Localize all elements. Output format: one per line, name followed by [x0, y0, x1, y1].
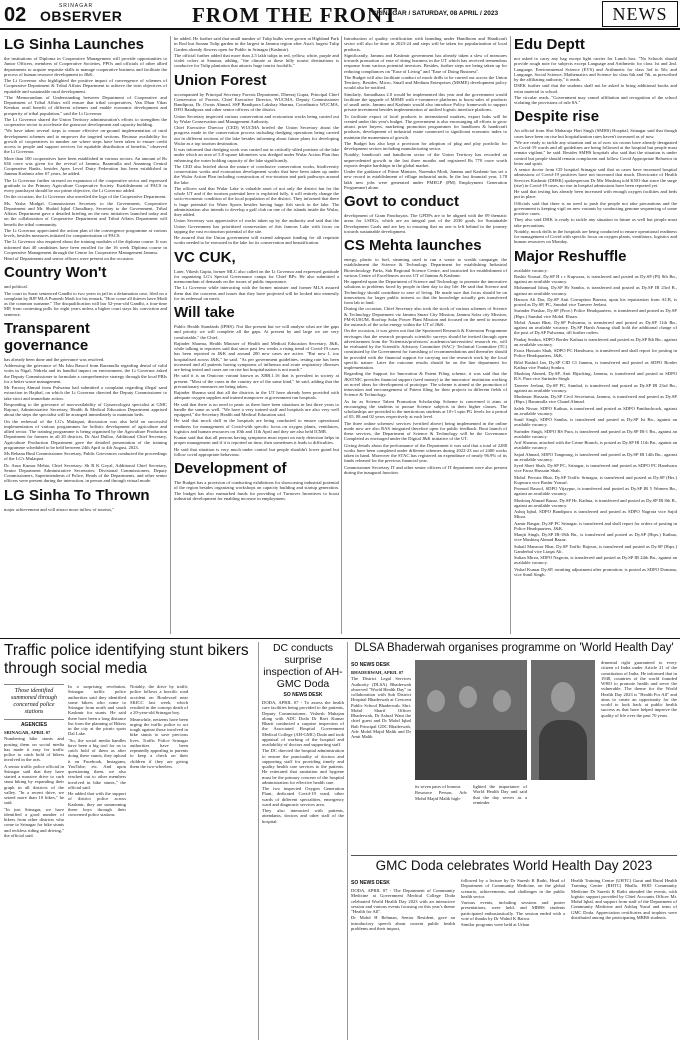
desk-label: SO NEWS DESK: [351, 662, 390, 668]
body-paragraph: More than 100 cooperatives have been established in various sectors. An amount of Rs 636 crore was given for the revival of Jammu, Baramulla and Anantnag Central Cooperative Banks, besides Apex Level Dairy Federation has been established in Jammu Kashmir after 67 years, he added.: [4, 155, 167, 177]
headline-lg-sinha-to-thrown: LG Sinha To Thrown: [4, 486, 150, 504]
body-paragraph: The court in Surat sentenced Gandhi to two years in jail in a defamation case, filed on a complaint by BJP MLA Purnesh Modi for his remark, "How come all thieves have Modi as the common surname." The disqualification will bar 52-year-old Gandhi, a four-time MP, from contesting polls for eight years unless a higher court stays his conviction and sentence.: [4, 290, 167, 317]
body-paragraph: He assured that the Union government will extend adequate funding for all requisite works needed to be executed in the lake for its conservation and beautification.: [174, 235, 339, 246]
body-paragraph: Surinder Prashar, Dy.SP (Prov.) Police Headquarters, is transferred and posted as Dy.SP (Hqrs.) Sumbal vice Mohd. Ehsan.: [514, 308, 677, 319]
newspaper-logo: [40, 3, 123, 25]
story-dlsa-bhaderwah: [351, 642, 677, 852]
body-paragraph: Manjit Singh, Dy.SP IR-18th Bn., is transferred and posted as Dy.SP (Hqrs.) Kathua, vice Mushtaq Ahmad Bazaz.: [514, 532, 677, 543]
traffic-left-column: [4, 684, 64, 839]
body-paragraph: lighted the importance of World Health Day and said that the day serves as a reminder: [473, 784, 527, 805]
body-paragraph: Mohd. Aasan Bhat, Dy.SP Pulwama, is transferred and posted as Dy.SP 11th Bn., against an available vacancy. Dy.SP Harsh Anurag shall hold the additional charge of the post of Dy.SP Pulwama, till further orders.: [514, 319, 677, 336]
body-paragraph: Faroz Hussain Shah, SDPO PC Handwara, is transferred and shall report for posting in Police Headquarters, J&K.: [514, 348, 677, 359]
body-paragraph: Public Health Standards (IPHS). Not like present but we will analyse what are the gaps and priority we will complete all the gaps. At present by and large we are very comfortable," the Chief.: [174, 324, 339, 340]
desk-label: SO NEWS DESK: [351, 880, 390, 886]
body-paragraph: To facilitate export of local products to international markets, export hubs will be created under this year's budget. The government is also encouraging all efforts to grow attract prize buyers, marketing promotion programmes for handloom & handicraft products, development of industrial estate connected to significant economic index to maintain the momentum of growth.: [344, 113, 507, 140]
body-paragraph: development of Gram Panchayats. The GPDPs are to be aligned with the 09 thematic areas for LSDGs, which are an integral part of the 2030 goals for Sustainable Development Goals and are key to ensuring that no one is left behind in the journey towards sustainable development.: [344, 213, 507, 234]
body-paragraph: Sunil Singh, SDPO Samba, is transferred and posted as Dy.SP Ist Bn., against an available vacancy.: [514, 417, 677, 428]
body-paragraph: Notably, handicraft and handloom sector of the Union Territory has recorded an unprecedented growth in the last three months and registered Rs 770 crore worth exports despite hardships in the global market.: [344, 152, 507, 168]
body-paragraph: Mohammad Ishaq, Dy.SP Hr Samba, is transferred and posted as Dy.SP IR 23rd B., against an available vacancy.: [514, 285, 677, 296]
body-paragraph: Rajinder Sharma said that all the districts in the UT have already been provided with adequate oxygen supplies and trained manpower at government run hospitals.: [174, 390, 339, 401]
body-paragraph: Syed Sheri Shah, Dy.SP PC, Srinagar, is transferred and posted as SDPO PC Handwara vice Faroz Hussain Shah.: [514, 463, 677, 474]
body-paragraph: During the occasion, Chief Secretary also took the stock of various schemes of Science & Technology Department viz Jammu Smart City Mission, Jammu Solar city Mission, PM-KUSUM, Rooftop Solar Power Plant Mission and focused on the need to increase the outreach of the solar energy within the UT of J&K.: [344, 306, 507, 327]
section-title: FROM THE FRONT: [192, 3, 399, 27]
headline-major-reshuffle: Major Reshuffle: [514, 247, 627, 265]
dlsa-sub-col-a: [415, 784, 467, 802]
body-paragraph: The three online schemes/ services (verified above) being implemented in the online mode now are also RAS integrated therefore open for public feedback. Bout launch of these services, the Department of Science & Technology will be the Governance Completed as envisaged under the Digital J&K initiative of the UT.: [344, 420, 507, 442]
body-paragraph: Mudassar Hussain, Dy.SP Civil Secretariat, Jammu, is transferred and posted as Dy.SP (Hqrs.) Baramulla vice Chand Ahmad.: [514, 394, 677, 405]
byline-agency: AGENCIES: [20, 722, 48, 728]
headline-lg-sinha-launches: LG Sinha Launches: [4, 36, 145, 53]
body-paragraph: Promod Rasool, SDPO Vijaypur, is transferred and posted as Dy.SP IR 5 Women Bn., against an available vacancy.: [514, 486, 677, 497]
body-paragraph: has already been done and the grievance was resolved.: [4, 356, 105, 362]
headline-dlsa: DLSA Bhaderwah organises programme on 'World Health Day': [354, 642, 674, 654]
news-label: NEWS: [602, 1, 678, 27]
body-paragraph: "So, the social media handles have been a big tool for us to catch hold of them as after doing these stunts, they upload it on Facebook, Instagram, YouTube, etc. And upon questioning them, we also reached out to other members involved in bike stunts," the official said.: [68, 737, 126, 790]
body-paragraph: He said that testing has already been increased with enough oxygen facilities and beds put in place.: [514, 189, 677, 200]
dlsa-event-photo: [415, 660, 527, 780]
masthead: [0, 0, 680, 30]
dlsa-photo-block: [415, 660, 527, 852]
body-paragraph: Ms. Yasha Mudgal, Commissioner Secretary to the Government, Cooperative Department and Mr. Shahid Iqbal Choudhary, Secretary to the Government, Tribal Affairs Department gave a detailed briefing on the new initiatives launched today and on the collaboration of Cooperative Department and Tribal Affairs Department will benefit the tribal community.: [4, 200, 167, 227]
dateline: SRINAGAR / SATURDAY, 08 APRIL / 2023: [372, 10, 499, 17]
body-paragraph: The Lt Governor also highlighted the positive impact of convergence of schemes of Cooperative Department & Tribal Affairs Department to achieve the twin objectives of equitable and sustainable rural development.: [4, 78, 167, 94]
body-paragraph: Union Secretary was appreciative of works taken up by the authority and said that the Union Government has prioritized conservation of this famous Lake with focus on tapping the vast ecotourism potential of the site.: [174, 218, 339, 234]
body-paragraph: The CED also briefed about the nature of conclusive conservation works, biodiversity conservation works and ecotourism development works that have been taken up under the Wular Action Plan including construction of eco-tourism and park pathways around the lake.: [174, 163, 339, 185]
headline-country-wont: Country Won't: [4, 264, 107, 282]
body-paragraph: dimental right guaranteed to every citizen of India under Article 21 of the constitution of India. He informed that in 1948, countries of the world founded WHO to promote health and serve the vulnerable. The theme for the World Health Day 2023 is "Health For All" and aims to create an opportunity for the world to look back at public health success as that have helped improve the quality of life over the past 70 years.: [601, 660, 677, 718]
brand-name: OBSERVER: [40, 8, 123, 24]
body-paragraph: Haroon Ali Dar, Dy.SP Anti Corruption Bureau, upon his repatriation from ACB, is posted as Dy.SP, PC, Sumbal vice Tanveer Jeelani.: [514, 296, 677, 307]
body-paragraph: A senior traffic police official in Srinagar said that they have started a massive drive to curb stunt biking by expanding their graph in all districts of the valley. "In a recent drive, we seized more than 10 bikes," he said.: [4, 763, 64, 806]
headline-will-take: Will take: [174, 304, 235, 321]
body-paragraph: The Lt Governor appreciated the action plan of the convergence programme at various levels, besides measures initiated for computerisation of PACS.: [4, 227, 167, 238]
desk-label: SO NEWS DESK: [283, 692, 323, 698]
headline-cs-mehta-launches: CS Mehta launches: [344, 237, 482, 254]
headline-traffic-police: Traffic police identifying stunt bikers through social media: [4, 642, 249, 677]
headline-union-forest: Union Forest: [174, 71, 267, 89]
gmc-col-3: [571, 878, 677, 921]
headline-development-of: Development of: [174, 460, 287, 477]
body-paragraph: The Budget has also kept a provision for adoption of plug and play portfolio for development sectors including manufacturing sector.: [344, 140, 507, 151]
body-paragraph: Saleh Nissar, SDPO Kathua, is transferred and posted as SDPO Panthachowk, against an available vacancy.: [514, 405, 677, 416]
traffic-col-3: [130, 684, 188, 1040]
body-paragraph: followed by a lecture by Dr Suresh K Rathi, Head of Department of Community Medicine, on the global scenario, achievements, and challenges in the public health sector.: [461, 878, 565, 899]
body-paragraph: The District Legal Services Authority (DLSA) Bhaderwah observed "World Health Day" in collaboration with Sub District Hospital Bhaderwah at Crescent Public School Bhaderwah. Shri. Mohd Sharif Officer Bhaderwah, Dr Ashraf Wani the chief guest and Dr Mohd Iqbal Bali Principal GDC Bhaderwah, Adv Mohd Majid Malik and Dr Amit Malik: [351, 676, 411, 739]
story-traffic-police: [4, 642, 254, 1040]
page-number: 02: [4, 4, 27, 26]
column-3: [344, 36, 507, 634]
body-paragraph: The two inspected Oxygen Generation Plant, dedicated Covid-19 ward, other wards of different specialities, emergency ward and diagnostic services area.: [262, 786, 344, 807]
column-2: [174, 36, 339, 634]
body-paragraph: On the redressal of the LG's Mulaqaat, discussion was also held on successful implementation of various programmes for holistic development of agriculture and allied sector. The training programme is being organised by the Agriculture Production Department for farmers in all 20 districts, Dr Atal Dulloo, Additional Chief Secretary, Agriculture Production Department gave the detailed presentation of the training programme scheduled to be held between 24th April to 4th August, 2023.: [4, 418, 167, 450]
body-paragraph: Later, Vikesh Gupta, former MLC also called on the Lt Governor and expressed gratitude for organizing LG's Special Governance camps for Chief BPs. He also submitted a memorandum of demands on the issues of public importance.: [174, 268, 339, 284]
brand-city: SRINAGAR: [58, 3, 94, 9]
body-paragraph: not asked to carry any bag except light carrier for Lunch box. "No Schools should provide rough note for subjects except Language and Arithmetic for class 1st and 2nd. Language, Environmental Science (EVS) and Arithmetic for class 3rd to 5th; and Language, Social Science, Mathematics and Science for class 6th and 7th, as prescribed by the affiliating authority," it reads.: [514, 56, 677, 82]
body-paragraph: Meanwhile, netizens have been urging the traffic police to act tough against those involved in bike stunts to save precious lives. Traffic Police Srinagar authorities have been repeatedly appealing to parents to keep a check on their children if they are giving them the two-wheelers.: [130, 716, 188, 769]
body-paragraph: Notably, the drive by traffic police follows a horrific road accident on Boulevard near SKICC last week, which resulted in the concept death of a 20-year-old Srinagar boy.: [130, 684, 188, 716]
body-paragraph: Mohd. Pervaiz Bhat, Dy.SP Traffic Srinagar, is transferred and posted as Dy.SP (Hrs.) Kupwara vice Bashir Yousuf.: [514, 474, 677, 485]
place-line: SRINAGAR, APRIL 07: [4, 730, 51, 735]
story-gmc-doda: [351, 858, 677, 1040]
body-paragraph: Rajinder Sharma, Health Minister of Health and Medical Education Secretary, J&K, while talking to reporters said that since past few weeks a rising trend of Covid-19 cases has been reported in J&K and around 200 new cases are active. "But now I, too hospitalised across J&K," he said. "As per government guidelines, testing rate has been increased and all patients having symptoms of influenza and acute respiratory illnesses are being tested and cases are on rise but hospitalisation is not much.": [174, 340, 339, 372]
body-paragraph: The circular reads, "Government may cancel affiliation and recognition of the school violating the provisions of rule 8A.": [514, 94, 677, 105]
body-paragraph: The official further added that more than 2.5 lakh tulips in red, yellow, white, purple and violet colors at Sanasar, adding, "the climate at these hilly tourist destinations is conducive for Tulip plantation that attracts huge tourist footfalls.": [174, 52, 339, 69]
body-paragraph: Similarly, Samadhaan 2.0 would be implemented this year and the government would facilitate the upgrade of MSME with e-commerce platforms to boost sales of products of small units. Jammu and Kashmir would also introduce Policy framework to support private investment besides implementation of unified logistic interface platform.: [344, 91, 507, 113]
body-paragraph: "The Memorandum of Understanding between Department of Cooperative and Department of Tribal Affairs will ensure that tribal cooperatives, Van Dhan Vikas Kendras avail benefit of different schemes and enable economic development and prosperity of tribal population," said the Lt Governor.: [4, 94, 167, 116]
body-paragraph: Ashiq Iqbal, SDPO Bandipora is transferred and posted as SDPO Nagrota vice Sajid Mirza.: [514, 509, 677, 520]
body-paragraph: He said that mock drill in the hospitals are being conducted to ensure operational readiness for management of Covid-with specific focus on oxygen plants, ventilators, logistics and human resources on 10th and 11th April and they are also held ICMR.: [174, 418, 339, 434]
body-paragraph: Mushtaq Ahmad Bazaz, Dy.SP Hr. Kathua, is transferred and posted as Dy.SP IR 8th B., against an available vacancy.: [514, 497, 677, 508]
body-paragraph: It was informed that dredging work was carried out in critically silted portions of the lake under which an area of 5.8 square kilometers was dredged under Wular Action Plan thus enhancing the water holding capacity of the lake significantly.: [174, 147, 339, 163]
story-dc-inspection: [262, 642, 344, 1040]
column-divider: [510, 36, 511, 634]
body-paragraph: Vishal Kumar Dy.SP, awaiting adjustment after promotion, is posted as SDPO Domana, vice Sunil Singh.: [514, 566, 677, 577]
column-divider: [170, 36, 171, 634]
body-paragraph: Dr. Arun Kumar Mehta, Chief Secretary; Sh R K Goyal, Additional Chief Secretary, Senior Department Administrative Secretaries; Divisional Commissioners, Deputy Commissioners, Superintendents of Police, Heads of the Departments, and other senior officers were present during the interaction, in person and through virtual mode.: [4, 462, 167, 484]
body-paragraph: Bilal Rashid Jan, Dy.SP CID CI Jammu, is transferred and posted as SDPO Border Kathua vice Pankaj Sonkra.: [514, 359, 677, 370]
column-divider: [347, 642, 348, 1040]
body-paragraph: On the occasion, it was given out that the Sponsored Research & Extension Programme envisages that the research proposals scientific surveys should be invited through open advertisement from the 'Scientists/professors' academics/universities/ research etc, will be evaluated by the Scientific Advisory Committee (SAC)- Technical Committee (TC) constituted by the Government for furnishing of recommendations and thereafter should be provided with the financial support for carrying out the research work by the local specific nature. Later the outcome results should be on the line department for implementation.: [344, 328, 507, 370]
body-paragraph: Health Training Centre (UHTC) Gurai and Rural Health Training Centre (RHTC) Bhalla. HOD Community Medicine Dr Suresh K Rathi attended the events, with logistic support provided by Chief Accounts Officer Mr. Mohd Iqbal, and support from staff of the Department of Community Medicine and Ashfaq Yusuf and team of GMC Doda. Appreciation certificates and trophies were distributed among the participating MBBS students.: [571, 878, 677, 920]
gmc-col-2: [461, 878, 565, 928]
body-paragraph: Mushtaq Ahmed, Dy.SP, Anti Hijacking, Jammu, is transferred and posted as SDPO R.S. Pura vice Surinder Singh.: [514, 371, 677, 382]
body-paragraph: The Lt Governor further stressed on expansion of the cooperative sector and expressed gratitude to the Primary Agriculture Cooperative Society. Establishment of PACS in every panchayat should be our prime objective, the Lt Governor added.: [4, 177, 167, 193]
body-paragraph: The Lt Governor while interacting with the former minister and former MLA assured them that the concerns and issues that they have projected will be looked into earnestly for its redressal on merit.: [174, 285, 339, 301]
body-paragraph: In a surprising revelation, Srinagar traffic police authorities said they identified some bikers who come to Srinagar from north and south Kashmir for stunts. He said there have been a long distance list from the planning of Bikers in the city at the picnic spots Dal Lake.: [68, 684, 126, 737]
column-1: [4, 36, 167, 634]
body-paragraph: available vacancy.: [514, 267, 548, 273]
body-paragraph: He said that there is no need to panic as there have been situations in last three years to handle the same as well. "We have a very trained staff and hospitals are also very well equipped," the Secretary Health and Medical Education said.: [174, 401, 339, 417]
dlsa-col-4: [601, 660, 677, 852]
body-paragraph: Dr Mohd H Rehman, Senior Resident, gave an introductory speech about current public health problems and their impact,: [351, 915, 455, 931]
body-paragraph: A senior doctor from CD hospital Srinagar said that as cases have increased hospital admissions of Covid-19 positives have not increased that much. Directorate of Health Services Kashmir (DHSK) spokesperson Dr Mir Mushtaq told KNO that since the surge (rise) in Covid-19 cases, no rise in hospital admissions have been reported yet.: [514, 167, 677, 188]
body-paragraph: its seven pairs of honour.: [415, 784, 462, 789]
body-paragraph: "We are ready to tackle any situation and as of now six rooms have already designated as Covid-19 wards and all guidelines are being followed at the hospital but people must remain vigilant," he said. Besides SMHS hospitals also said that the situation is under control but people should remain complacent and follow Covid Appropriate Behavior in letter and spirit.: [514, 139, 677, 166]
body-paragraph: Responding to the grievance of non-availability of Gynaecologist specialist at GMC Rajouri, Administrative Secretary, Health & Medical Education Department apprised about the steps the specialist will be arranged immediately to maintain beds.: [4, 401, 167, 418]
body-paragraph: They also interacted with patients, attendants, doctors and other staff of the hospital.: [262, 808, 344, 824]
body-paragraph: DODA, APRIL 07 - To assess the health care facilities being provided to the patients, Deputy Commissioner, Vishesh Mahajan along with ADC Doda Dr Ravi Kumar Bharti conducted a surprise inspection of the Associated Hospital Government Medical College (AH-GMC) Doda and took appraisal of working of the hospital and availability of doctors and supporting staff.: [262, 700, 344, 747]
body-paragraph: Bashir Yousuf, Dy.SP H r r Kupwara, is transferred and posted as Dy.SP (PI) 8th Bn., against an available vacancy.: [514, 273, 677, 284]
column-divider: [341, 36, 342, 634]
body-paragraph: Suhail Manzoor Bhat, Dy.SP Traffic Rajouri, is transferred and posted as Dy.SP (Hqrs.) Ganderbal vice Liaqat Ali.: [514, 543, 677, 554]
headline-govt-to-conduct: Govt to conduct: [344, 193, 459, 210]
body-paragraph: Introduction of quality certification with branding under Handloom and Handicraft sector will also be done in 2023-24 and steps will be taken for popularization of local products.: [344, 36, 507, 52]
headline-transparent-governance: Transparent governance: [4, 319, 90, 354]
traffic-col-2: [68, 684, 126, 1040]
body-paragraph: He appealed upon the Department of Science and Technology to promote the innovative solutions to problems faced by people in their day to day life. He said that Science and Technology should contribute to ease of living. He made sure that focus should be on innovations for larger public interest so that the knowledge actually gets transferred from lab to land.: [344, 279, 507, 305]
body-paragraph: Significantly, Jammu and Kashmir government has already taken a slew of measures towards promotion of ease of doing business in the UT which has received tremendous response from various potential investors. Besides, further steps are being taken up for reducing compliances on "Ease of Living" and "Ease of Doing Business".: [344, 52, 507, 74]
body-paragraph: Chief Executive Director (CED) WUCMA briefed the Union Secretary about the progress made in the conservation process including dredging operations being carried out in different sections of the lake besides informing about future plans for developing Wular as a top tourism destination.: [174, 125, 339, 146]
body-paragraph: DODA, APRIL 07 - The Department of Community Medicine at Government Medical College Doda celebrated World Health Day 2023 with an interactive session and various events focusing on this year's theme "Health for All".: [351, 888, 455, 914]
story-divider: [351, 855, 677, 856]
place-line: BHADERWAH, APRIL 07: [351, 670, 404, 675]
body-paragraph: "In just Srinagar, we have identified a good number of bikers from other districts who come to Srinagar for bike stunts and reckless riding and driving," the official said.: [4, 806, 64, 838]
body-paragraph: energy, plastic to fuel, steaming used to run a waste to wealth campaign; the establishment the Science & Technology Department for establishing Industrial Biotechnology Parks, Sub Regional Science Centre, and instructed for establishment of various Centre of Excellences across UT of Jammu & Kashmir.: [344, 257, 507, 278]
body-paragraph: Sajad Ahmad, SDPO Tangmarg, is transferred and posted as Dy.SP IR 14th Bn., against an available vacancy.: [514, 451, 677, 462]
body-paragraph: As far as Science Talent Promotion Scholarship Scheme is concerned it aims at encouraging the students to pursue Science subjects in their higher classes. The scholarships are provided to the meritorious students at 10+1 upto PG levels for a period of 05, 08 and 02 years respectively at each level.: [344, 398, 507, 420]
body-paragraph: He said that situation is very much under control but people shouldn't lower guard but follow covid appropriate behaviour.: [174, 446, 339, 457]
body-paragraph: "We have taken several steps to ensure effective on-ground implementation of rural development schemes and to empower the targeted sections. Because availability for growth of cooperatives in number are where steps have been taken to ensure credit access to people and support services for equitable distribution of benefits," observed the Lt Governor.: [4, 128, 167, 155]
body-paragraph: Giving details about the performance of the Department it was said that a total of 2288 works have been completed under different schemes during 2022-23 out of 2400 works taken in hand. Moreover the STAC has registered an expenditure of nearly 96.9% of its funds released for the previous financial year.: [344, 442, 507, 464]
dlsa-portrait-photo: [531, 660, 595, 780]
body-paragraph: he added. He further said that small number of Tulip bulbs were grown at Highland Park in Rod but Sonam Tulip garden in the largest in Jammu region after Asia's largest Tulip Garden already flowers open for Public in Srinagar (Kashmir).: [174, 36, 339, 52]
body-paragraph: Under the guidance of Prime Minister, Narendra Modi, Jammu and Kashmir has set a new record in establishment of village industrial units. In the last financial year, 1.78 lakh new jobs were generated under PMEGP (PM) Employment Generation Programme) alone.: [344, 169, 507, 190]
body-paragraph: the institutions of Diploma in Cooperative Management will provide opportunities to Junior Officers, members of Cooperative Societies, PPOs and officials of other allied departments to acquire requisite skills to manage cooperative business and facilitate the process of human resource development in J&K.: [4, 56, 167, 77]
body-paragraph: Mr Farooq Ahmad from Pulwama had submitted a complaint regarding illegal sand extraction in Hajibal, on which the Lt Governor directed the Deputy Commissioner to take strict and immediate action.: [4, 385, 167, 401]
column-4: [514, 36, 677, 634]
body-paragraph: Officials said that there is no need to push the people not take precautions and the government is keeping vigil on new variants by conducting genome sequencing of some positive cases.: [514, 200, 677, 216]
body-paragraph: accompanied by Principal Secretary Forests Department, Dheeraj Gupta, Principal Chief Conservator of Forests, Chief Executive Director, WUCMA, Deputy Commissioner Bandipora, Dr. Owais Ahmad, SSP Bandipora Lakshay Sharma, Coordinator WUCMA, DFO Bandipora and other senior officers of the district.: [174, 91, 339, 113]
body-paragraph: Notably, mock drills in the hospitals are being conducted to ensure operational readiness for management of Covid with specific focus on oxygen plants, ventilators, logistics and human resources on Monday.: [514, 228, 677, 245]
body-paragraph: major achievement and will attract more inflow of tourists,": [4, 506, 115, 512]
body-paragraph: On the occasion, the Lt Governor also unveiled the logo of the Cooperative Department.: [4, 194, 167, 200]
body-paragraph: DSEK further said that the students shall not be asked to bring additional books and extra material to school.: [514, 83, 677, 94]
body-paragraph: Ms Rehana Bind Commissioner Secretary, Public Grievances conducted the proceedings of the LG's Mulaqaat.: [4, 451, 167, 462]
headline-edu-deptt: Edu Deptt: [514, 36, 585, 53]
body-paragraph: Union Secretary inspected various conservation and ecotourism works being carried out by Wular Conservation and Management Authority.: [174, 113, 339, 124]
headline-gmc-doda: GMC Doda celebrates World Health Day 2023: [375, 858, 653, 873]
body-paragraph: He added that with the support of district police across Kashmir, they are summoning these boys through their concerned police stations.: [68, 791, 126, 817]
body-paragraph: The officers said that Wular Lake is valuable asset of not only the district but for the whole UT and if the tourism potential here is exploited fully, it will entirely change the socio-economic condition of the local population of the district. They informed that there is huge potential for Water Sports besides having huge fish stock in the lake. The administration also intends to develop a golf club on one of the islands inside the Wular, they added.: [174, 185, 339, 217]
dlsa-col-1: [351, 660, 411, 740]
headline-dc-inspection: DC conducts surprise inspection of AH-GMC Doda: [263, 642, 343, 690]
column-divider: [258, 642, 259, 1040]
headline-vc-cuk: VC CUK,: [174, 248, 236, 266]
body-paragraph: Arif Sharma, attached with the Crime Branch, is posted as Dy.SP IR 11th Bn., against an available vacancy.: [514, 440, 677, 451]
body-paragraph: Sultan Mirza, SDPO Nagrota, is transferred and posted as Dy.SP IR 24th Bn., against an available vacancy.: [514, 555, 677, 566]
body-paragraph: An official from Shri Maharaja Hari Singh (SMHS) Hospital, Srinagar said that though cases have been on rise but hospitalization rates haven't increased as of now.: [514, 128, 677, 139]
body-paragraph: Aamir Basgar, Dy.SP PC Srinagar, is transferred and shall report for orders of posting in Police Headquarters, J&K.: [514, 520, 677, 531]
body-paragraph: Numbering bike stunts and posting them on social media has made it easy for traffic police to catch hold of bikers involved in the acts.: [4, 736, 64, 763]
body-paragraph: The Budget will also facilitate conduct of mock drills to be carried out across the Union Territory. Besides, Micro, Small and Medium Enterprises (MSME) development policy would also be notified.: [344, 74, 507, 91]
body-paragraph: Various events, including sessions and poster presentations, were held, and MBBS students participated enthusiastically. The session ended with a vote of thanks by Dr Wahid K Batwa.: [461, 900, 565, 921]
body-paragraph: Pankaj Sonkra, SDPO Border Kathua is transferred and posted as Dy.SP 8th Bn., against an available vacancy.: [514, 336, 677, 347]
body-paragraph: He said it is an Omicron variant known as XBB.1.16 that is prevalent in society at present. "Most of the cases in the country are of the same kind," he said, adding that the precautionary measures are being taken.: [174, 373, 339, 389]
body-paragraph: The Budget has a provision of conducting exhibitions for showcasing industrial potential of the region besides organizing workshops on capacity building and startup generation. The budget has also earmarked funds for providing of Turnover Incentives to boost industrial development for enabling increase in employment.: [174, 480, 339, 501]
body-paragraph: Commissioner Secretary IT and other senior officers of IT department were also present during the inaugural function.: [344, 464, 507, 475]
body-paragraph: Resource Person, Adv Mohd Majid Malik high-: [415, 790, 467, 801]
story-dek: Those identified summoned through concerned police stations: [4, 684, 64, 720]
headline-despite-rise: Despite rise: [514, 108, 600, 126]
body-paragraph: Surinder Singh, SDPO RS Pura, is transferred and posted as Dy.SP IR-1 Bn., against an available vacancy.: [514, 428, 677, 439]
body-paragraph: Head of Departments and senior officers were present on the occasion.: [4, 256, 134, 261]
body-paragraph: Regarding the Support for Innovation & Patent Filing scheme, it was said that the JKSTNIC provides financial support (seed money) to the innovator/ institution working on novel ideas for development of prototype. The scheme is aimed at the promotion of innovation and encouragement of Patent filing for their projects in different fields of Science & Technology.: [344, 371, 507, 398]
body-paragraph: Kumar said that that all persons having symptoms must report on early detection helps in proper management and if it is reported on time, then sometimes it leads to difficulties.: [174, 435, 339, 446]
body-paragraph: They also said DHK is ready to tackle any situation in future as well but people must take precautions.: [514, 217, 677, 228]
body-paragraph: The Lt Governor also enquired about the training modules of the diploma course. It was informed that 40 candidates have been enrolled for the 16 week Diploma course in Cooperative Management through the Centre for Cooperative Management Jammu.: [4, 239, 167, 255]
body-paragraph: Addressing the grievance of Ms Ishu Rasool from Baramulla regarding denial of valid votes in Nigal, Nidrela and its handful impact on environment, the Lt Governor asked the Deputy Commissioner to formulate a comprehensive strategy through the local PRIs for a better waste management.: [4, 363, 167, 384]
gmc-col-1: [351, 878, 455, 932]
section-divider: [0, 638, 680, 639]
body-paragraph: Similar programs were held at Urban: [461, 922, 530, 927]
body-paragraph: Tanveer Jeelani, Dy.SP PC, Sumbal, is transferred and posted as Dy.SP IR 23rd Bn., against an available vacancy.: [514, 382, 677, 393]
body-paragraph: The DC directed the hospital administration to ensure the punctuality of doctors and supporting staff for providing timely and quality health care services to the patients. He reiterated that sanitation and hygiene must be the primary concern of the hospital administration for effective health care.: [262, 748, 344, 785]
body-paragraph: and political.: [4, 284, 28, 290]
dlsa-sub-col-b: [473, 784, 527, 806]
body-paragraph: The Lt Governor shared the Union Territory administration's efforts to strengthen the cooperative sector to accelerate the grassroot development and capacity building.: [4, 116, 167, 127]
